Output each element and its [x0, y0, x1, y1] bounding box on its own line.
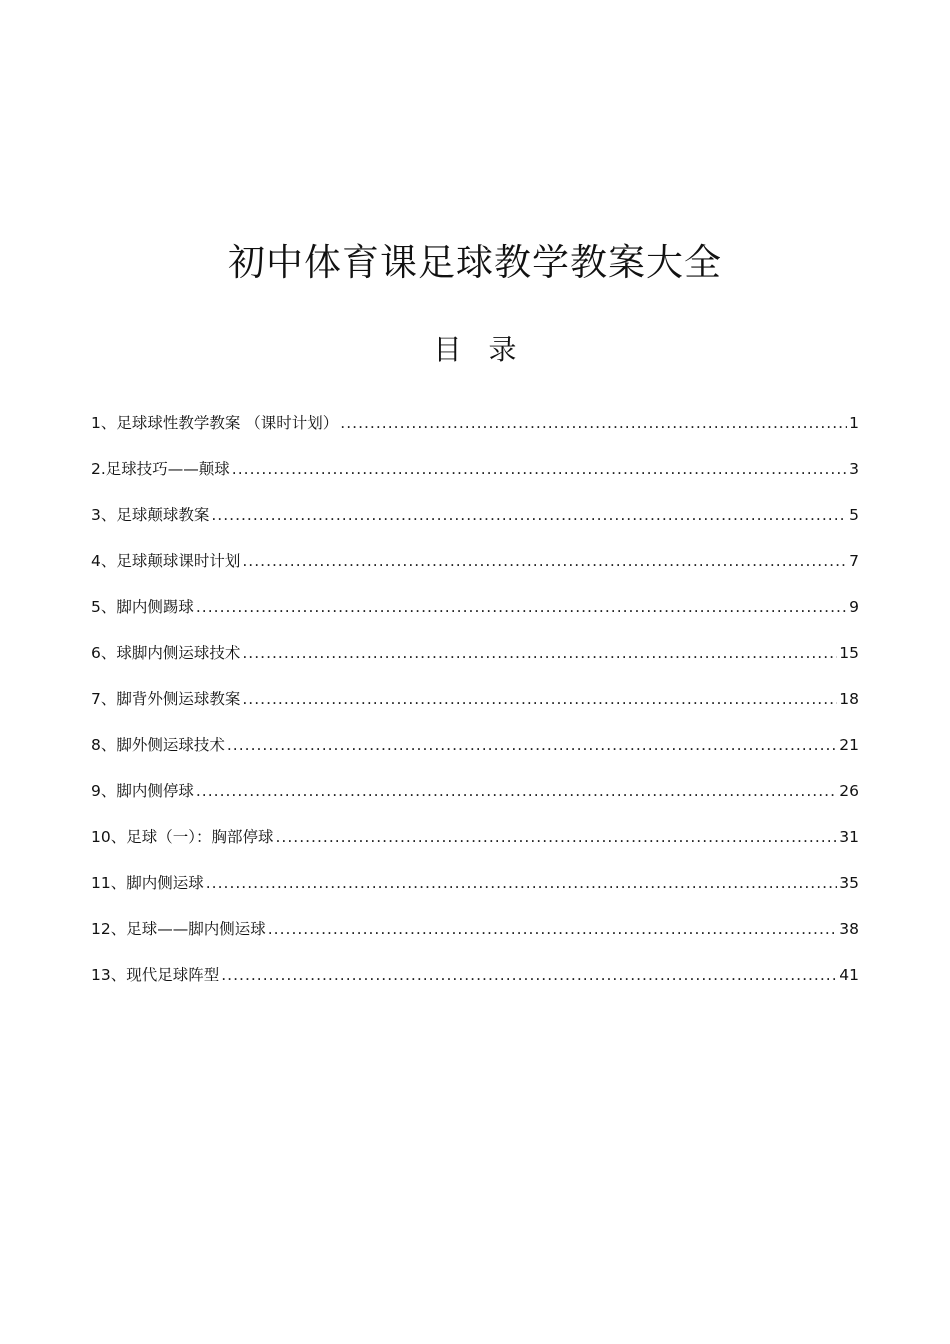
- toc-entry-page: 7: [849, 552, 859, 570]
- toc-entry[interactable]: [91, 407, 859, 453]
- toc-entry-label: 7、脚背外侧运球教案: [91, 690, 241, 708]
- toc-entry[interactable]: [91, 591, 859, 637]
- toc-entry-label: 4、足球颠球课时计划: [91, 552, 241, 570]
- dot-leader: [242, 545, 847, 577]
- toc-entry-label: 8、脚外侧运球技术: [91, 736, 225, 754]
- toc-entry-label: 10、足球（一）：胸部停球: [91, 828, 274, 846]
- toc-entry-label: 1、足球球性教学教案 （课时计划）: [91, 414, 339, 432]
- toc-entry[interactable]: [91, 683, 859, 729]
- document-title: 初中体育课足球教学教案大全: [228, 241, 722, 284]
- toc-heading: 目 录: [433, 333, 517, 366]
- toc-entry-page: 41: [839, 966, 859, 984]
- toc-entry-label: 13、现代足球阵型: [91, 966, 220, 984]
- dot-leader: [196, 775, 837, 807]
- toc-entry[interactable]: [91, 867, 859, 913]
- toc-entry[interactable]: [91, 913, 859, 959]
- dot-leader: [242, 683, 837, 715]
- toc-entry[interactable]: [91, 499, 859, 545]
- dot-leader: [340, 407, 847, 439]
- toc-entry-page: 35: [839, 874, 859, 892]
- toc-entry-label: 5、脚内侧踢球: [91, 598, 194, 616]
- toc-entry-page: 9: [849, 598, 859, 616]
- toc-entry-label: 9、脚内侧停球: [91, 782, 194, 800]
- dot-leader: [196, 591, 847, 623]
- toc-entry-page: 26: [839, 782, 859, 800]
- toc-entry-label: 3、足球颠球教案: [91, 506, 210, 524]
- toc-entry-page: 21: [839, 736, 859, 754]
- table-of-contents: [91, 407, 859, 1005]
- dot-leader: [275, 821, 837, 853]
- toc-entry-label: 6、球脚内侧运球技术: [91, 644, 241, 662]
- toc-entry[interactable]: [91, 959, 859, 1005]
- dot-leader: [227, 729, 837, 761]
- toc-entry[interactable]: [91, 821, 859, 867]
- dot-leader: [206, 867, 838, 899]
- toc-entry-page: 5: [849, 506, 859, 524]
- dot-leader: [268, 913, 838, 945]
- toc-entry-page: 1: [849, 414, 859, 432]
- toc-entry-label: 12、足球——脚内侧运球: [91, 920, 266, 938]
- toc-entry[interactable]: [91, 775, 859, 821]
- toc-entry-page: 38: [839, 920, 859, 938]
- dot-leader: [242, 637, 837, 669]
- toc-entry-page: 3: [849, 460, 859, 478]
- toc-entry[interactable]: [91, 545, 859, 591]
- toc-entry[interactable]: [91, 729, 859, 775]
- toc-entry-label: 2.足球技巧——颠球: [91, 460, 230, 478]
- dot-leader: [232, 453, 847, 485]
- toc-entry-page: 18: [839, 690, 859, 708]
- toc-entry-page: 15: [839, 644, 859, 662]
- dot-leader: [211, 499, 847, 531]
- toc-entry[interactable]: [91, 453, 859, 499]
- dot-leader: [221, 959, 837, 991]
- toc-entry[interactable]: [91, 637, 859, 683]
- toc-entry-page: 31: [839, 828, 859, 846]
- toc-entry-label: 11、脚内侧运球: [91, 874, 204, 892]
